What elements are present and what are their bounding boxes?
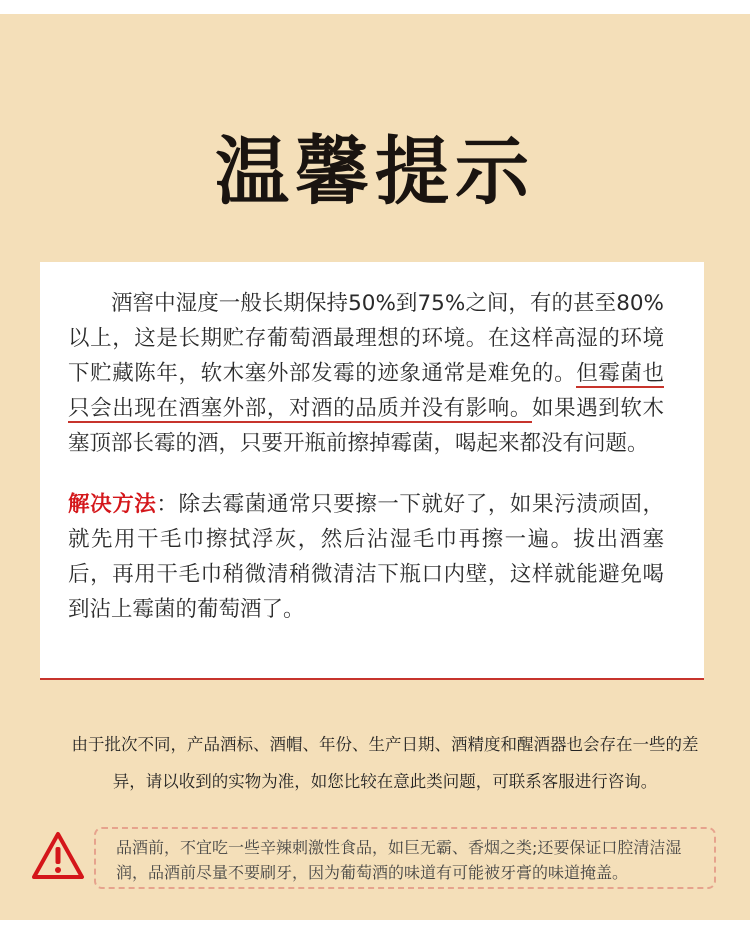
paragraph-intro: 酒窖中湿度一般长期保持50%到75%之间，有的甚至80%以上，这是长期贮存葡萄酒最理想的环境。在这样高湿的环境下贮藏陈年，软木塞外部发霉的迹象通常是难免的。 xyxy=(68,291,664,386)
humidity-paragraph xyxy=(68,286,664,461)
tasting-warning-box: 品酒前，不宜吃一些辛辣刺激性食品，如巨无霸、香烟之类;还要保证口腔清洁湿润，品酒前尽量不要刷牙，因为葡萄酒的味道有可能被牙膏的味道掩盖。 xyxy=(94,827,716,889)
solution-paragraph xyxy=(68,487,664,627)
mold-harmless-highlight: 但霉菌也只会出现在酒塞外部，对酒的品质并没有影响。 xyxy=(68,361,664,421)
paragraph-conclusion: 如果遇到软木塞顶部长霉的酒，只要开瓶前擦掉霉菌，喝起来都没有问题。 xyxy=(68,396,664,456)
solution-body: ：除去霉菌通常只要擦一下就好了，如果污渍顽固，就先用干毛巾擦拭浮灰，然后沾湿毛巾再擦一遍。拔出酒塞后，再用干毛巾稍微清稍微清洁下瓶口内壁，这样就能避免喝到沾上霉菌的葡萄酒了。 xyxy=(68,492,664,622)
page-title: 温馨提示 xyxy=(215,129,535,215)
solution-heading: 解决方法 xyxy=(68,492,157,517)
warning-triangle-icon xyxy=(30,830,86,882)
batch-difference-note: 由于批次不同，产品酒标、酒帽、年份、生产日期、酒精度和醒酒器也会存在一些的差异，请以收到的实物为准，如您比较在意此类问题，可联系客服进行咨询。 xyxy=(71,735,699,791)
tips-card xyxy=(40,262,704,680)
tips-page xyxy=(0,14,750,920)
